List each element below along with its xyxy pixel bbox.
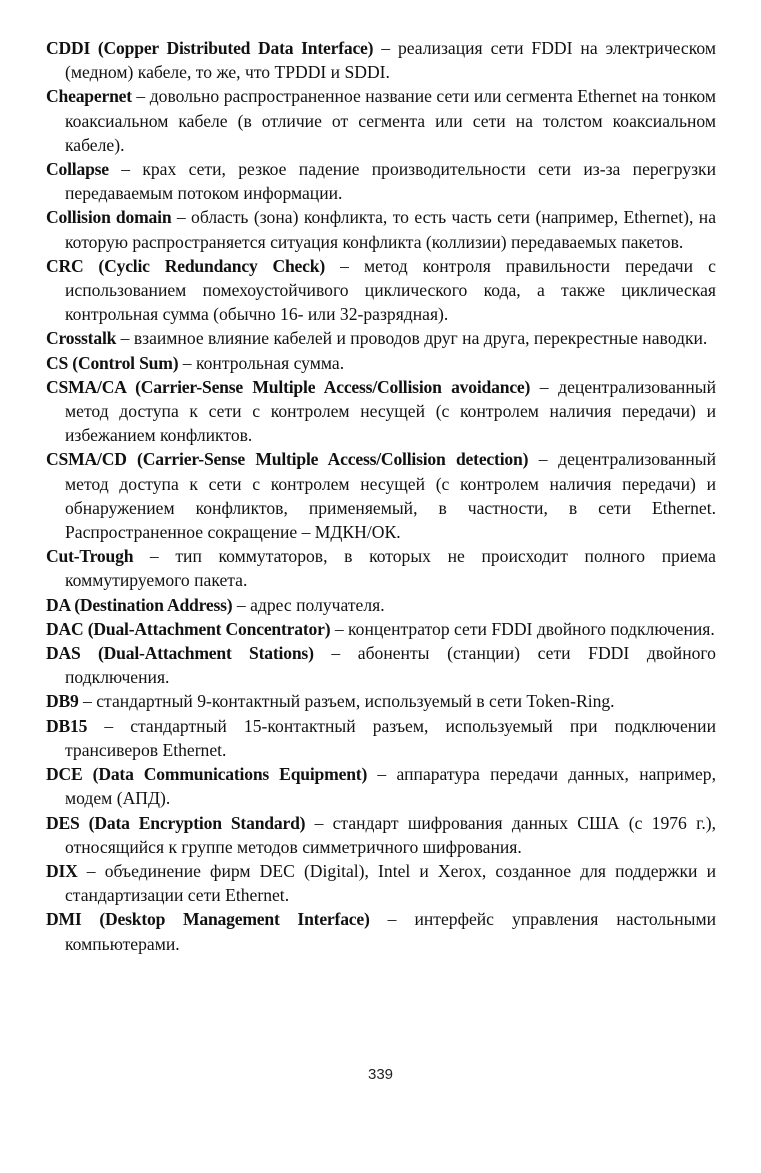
glossary-entry-des <box>46 811 716 859</box>
glossary-entry-crc <box>46 254 716 327</box>
glossary-term: DAC (Dual-Attachment Concentrator) <box>46 618 331 639</box>
glossary-entry-collision-domain <box>46 205 716 253</box>
glossary-term: DA (Destination Address) <box>46 594 233 615</box>
glossary-entry-crosstalk <box>46 326 716 350</box>
glossary-entry-csma-cd <box>46 447 716 544</box>
glossary-definition: – концентратор сети FDDI двойного подключения. <box>330 618 715 639</box>
glossary-term: Crosstalk <box>46 328 117 349</box>
glossary-entry-collapse <box>46 157 716 205</box>
glossary-term: Cheapernet <box>46 86 132 107</box>
glossary-term: CSMA/CA (Carrier-Sense Multiple Access/Collision avoidance) <box>46 376 531 397</box>
glossary-term: DAS (Dual-Attachment Stations) <box>46 643 314 664</box>
glossary-definition: – интерфейс управления настольными компьютерами. <box>65 909 716 954</box>
glossary-definition: – децентрализованный метод доступа к сети с контролем несущей (с контролем наличия передачи) и обнаружением конфликтов, применяемый, в частности, в сети Ethernet. Распространенное сокращение – МДКН/ОК. <box>65 449 716 543</box>
glossary-entry-dix <box>46 859 716 907</box>
glossary-entry-csma-ca <box>46 375 716 448</box>
glossary-definition: – децентрализованный метод доступа к сети с контролем несущей (с контролем наличия передачи) и избежанием конфликтов. <box>65 376 716 446</box>
glossary-definition: – метод контроля правильности передачи с использованием помехоустойчивого циклического кода, а также циклическая контрольная сумма (обычно 16- или 32-разрядная). <box>65 255 716 325</box>
glossary-term: CDDI (Copper Distributed Data Interface) <box>46 38 374 58</box>
glossary-term: Cut-Trough <box>46 546 134 567</box>
glossary-entry-cddi <box>46 36 716 84</box>
glossary-definition: – взаимное влияние кабелей и проводов друг на друга, перекрестные наводки. <box>116 328 708 349</box>
glossary-entry-db9 <box>46 689 716 713</box>
glossary-term: DCE (Data Communications Equipment) <box>46 764 368 785</box>
glossary-definition: – реализация сети FDDI на электрическом (медном) кабеле, то же, что TPDDI и SDDI. <box>65 38 716 83</box>
glossary-definition: – крах сети, резкое падение производительности сети из-за перегрузки передаваемым потоком информации. <box>65 159 716 204</box>
glossary-definition: – довольно распространенное название сети или сегмента Ethernet на тонком коаксиальном кабеле (в отличие от сегмента или сети на толстом коаксиальном кабеле). <box>65 86 716 155</box>
glossary-definition: – стандартный 9-контактный разъем, используемый в сети Token-Ring. <box>78 691 615 712</box>
glossary-page <box>46 36 716 956</box>
glossary-entry-db15 <box>46 714 716 762</box>
glossary-definition: – контрольная сумма. <box>178 352 345 373</box>
glossary-definition: – объединение фирм DEC (Digital), Intel и Xerox, созданное для поддержки и стандартизации сети Ethernet. <box>65 860 716 906</box>
glossary-term: DMI (Desktop Management Interface) <box>46 909 370 930</box>
glossary-term: DIX <box>46 860 78 881</box>
glossary-definition: – тип коммутаторов, в которых не происходит полного приема коммутируемого пакета. <box>65 546 716 591</box>
glossary-entry-dce <box>46 762 716 810</box>
glossary-term: CS (Control Sum) <box>46 352 179 373</box>
glossary-term: CSMA/CD (Carrier-Sense Multiple Access/Collision detection) <box>46 449 529 470</box>
glossary-definition: – абоненты (станции) сети FDDI двойного подключения. <box>65 643 716 688</box>
glossary-entry-cs <box>46 351 716 375</box>
glossary-definition: – аппаратура передачи данных, например, модем (АПД). <box>65 764 716 809</box>
glossary-entry-cheapernet <box>46 84 716 157</box>
glossary-term: DB9 <box>46 691 79 712</box>
glossary-definition: – адрес получателя. <box>232 594 385 615</box>
glossary-term: DB15 <box>46 715 88 736</box>
glossary-term: Collapse <box>46 159 109 180</box>
glossary-entry-da <box>46 593 716 617</box>
glossary-entry-das <box>46 641 716 689</box>
glossary-entry-cut-trough <box>46 544 716 592</box>
glossary-term: Collision domain <box>46 207 172 228</box>
glossary-definition: – стандартный 15-контактный разъем, используемый при подключении трансиверов Ethernet. <box>65 715 716 760</box>
page-number: 339 <box>367 1066 394 1083</box>
glossary-entry-dmi <box>46 907 716 955</box>
glossary-entry-dac <box>46 617 716 641</box>
glossary-definition: – стандарт шифрования данных США (с 1976 г.), относящийся к группе методов симметричного шифрования. <box>65 812 716 857</box>
glossary-definition: – область (зона) конфликта, то есть часть сети (например, Ethernet), на которую распространяется ситуация конфликта (коллизии) передаваемых пакетов. <box>65 207 716 252</box>
glossary-term: CRC (Cyclic Redundancy Check) <box>46 255 326 276</box>
glossary-term: DES (Data Encryption Standard) <box>46 812 306 833</box>
